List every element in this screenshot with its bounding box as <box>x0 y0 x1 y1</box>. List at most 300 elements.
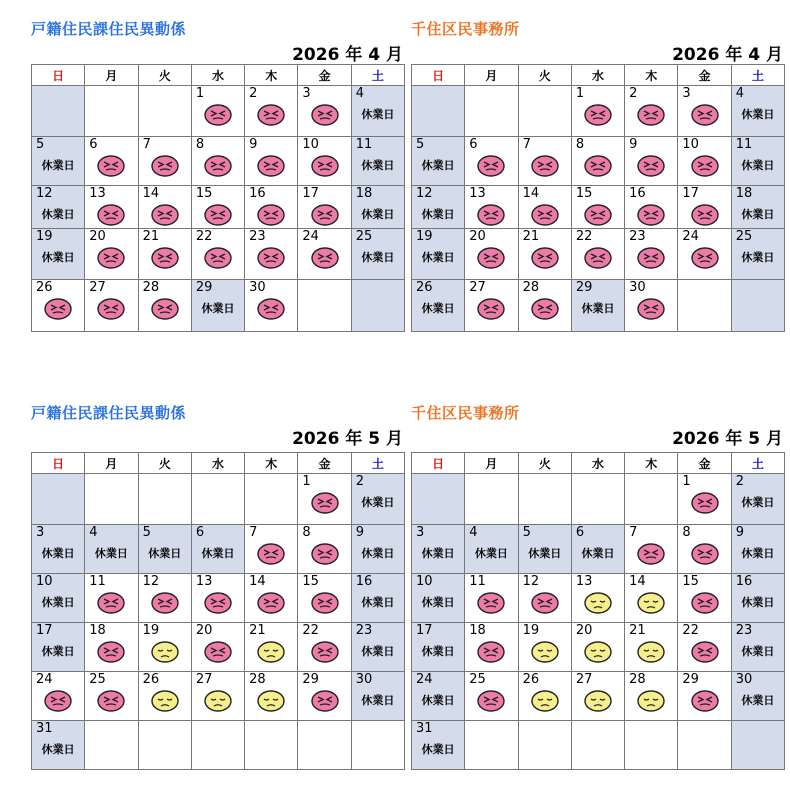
crowded-face-icon <box>477 247 505 269</box>
day-cell <box>245 137 298 186</box>
closed-label: 休業日 <box>421 743 455 756</box>
crowded-face-icon <box>311 104 339 126</box>
crowded-face-icon <box>204 155 232 177</box>
day-cell <box>571 574 624 623</box>
status-mark <box>678 688 730 714</box>
calendar-grid <box>31 452 405 770</box>
day-number: 21 <box>522 229 540 244</box>
crowded-face-icon <box>637 298 665 320</box>
closed-label: 休業日 <box>741 108 775 121</box>
day-number: 4 <box>355 86 364 101</box>
weekday-header: 水 <box>191 65 244 86</box>
day-number <box>519 474 571 490</box>
status-mark <box>192 245 244 271</box>
crowded-face-icon <box>311 204 339 226</box>
day-cell <box>412 525 465 574</box>
day-number: 14 <box>629 574 646 589</box>
sleepy-face-icon <box>204 690 232 712</box>
status-mark <box>298 153 350 179</box>
sleepy-face-icon <box>151 641 179 663</box>
status-mark <box>298 202 350 228</box>
day-cell <box>731 86 784 137</box>
day-number: 29 <box>195 280 213 295</box>
day-cell <box>571 672 624 721</box>
weekday-header: 水 <box>571 65 624 86</box>
day-number: 5 <box>142 525 151 540</box>
day-number: 13 <box>89 186 106 201</box>
status-mark <box>192 639 244 665</box>
day-number: 15 <box>302 574 319 589</box>
day-cell <box>298 474 351 525</box>
day-number <box>298 280 350 296</box>
department-title: 千住区民事務所 <box>411 20 520 38</box>
day-number: 25 <box>355 229 373 244</box>
day-cell <box>731 474 784 525</box>
day-cell <box>138 186 191 229</box>
day-number: 18 <box>89 623 106 638</box>
day-number: 21 <box>249 623 266 638</box>
day-cell <box>298 623 351 672</box>
day-cell <box>731 623 784 672</box>
weekday-header: 金 <box>298 453 351 474</box>
day-number: 1 <box>302 474 311 489</box>
day-cell <box>625 280 678 332</box>
closed-label: 休業日 <box>361 251 395 264</box>
day-cell <box>85 229 138 280</box>
day-number: 1 <box>195 86 205 101</box>
day-number <box>85 721 137 737</box>
closed-label: 休業日 <box>421 302 455 315</box>
sleepy-face-icon <box>257 641 285 663</box>
crowded-face-icon <box>204 247 232 269</box>
day-number: 8 <box>682 525 691 540</box>
day-cell <box>731 229 784 280</box>
day-number: 29 <box>682 672 699 687</box>
week-row <box>32 574 405 623</box>
status-mark <box>572 590 624 616</box>
day-number: 12 <box>142 574 160 589</box>
day-cell <box>191 86 244 137</box>
day-number <box>572 721 624 737</box>
department-title: 千住区民事務所 <box>411 404 520 422</box>
day-cell <box>465 525 518 574</box>
day-number: 30 <box>355 672 373 687</box>
month-title: 2026 年 5 月 <box>672 429 783 449</box>
weekday-header: 月 <box>85 65 138 86</box>
day-number: 25 <box>89 672 106 687</box>
day-number: 6 <box>195 525 205 540</box>
day-number: 6 <box>89 137 98 152</box>
closed-label: 休業日 <box>94 547 128 560</box>
day-number: 10 <box>416 574 433 589</box>
status-mark <box>245 590 297 616</box>
weekday-header: 火 <box>138 453 191 474</box>
day-cell <box>678 229 731 280</box>
closed-label: 休業日 <box>41 596 75 609</box>
day-number: 14 <box>522 186 540 201</box>
department-title: 戸籍住民課住民異動係 <box>31 404 187 422</box>
closed-label: 休業日 <box>41 547 75 560</box>
week-row <box>32 721 405 770</box>
day-cell <box>412 672 465 721</box>
day-cell <box>351 721 404 770</box>
day-number: 7 <box>142 137 151 152</box>
crowded-face-icon <box>204 641 232 663</box>
week-row <box>412 280 785 332</box>
status-mark <box>572 102 624 128</box>
day-number: 15 <box>682 574 699 589</box>
day-number: 19 <box>142 623 160 638</box>
crowded-face-icon <box>531 298 559 320</box>
day-number <box>625 474 677 490</box>
day-cell <box>731 186 784 229</box>
day-cell <box>465 137 518 186</box>
month-title: 2026 年 5 月 <box>292 429 403 449</box>
day-number <box>85 86 137 102</box>
status-mark <box>572 688 624 714</box>
week-row <box>32 525 405 574</box>
day-cell <box>412 623 465 672</box>
status-mark <box>625 202 677 228</box>
day-cell <box>245 86 298 137</box>
crowded-face-icon <box>637 204 665 226</box>
day-number: 21 <box>629 623 646 638</box>
weekday-header: 木 <box>625 453 678 474</box>
status-mark <box>625 153 677 179</box>
closed-label: 休業日 <box>421 208 455 221</box>
week-row <box>412 137 785 186</box>
day-number: 23 <box>355 623 373 638</box>
day-cell <box>678 86 731 137</box>
crowded-face-icon <box>311 492 339 514</box>
day-number: 25 <box>469 672 486 687</box>
status-mark <box>192 153 244 179</box>
day-number: 7 <box>522 137 531 152</box>
day-cell <box>298 721 351 770</box>
weekday-header: 水 <box>571 453 624 474</box>
day-cell <box>245 721 298 770</box>
day-number: 8 <box>575 137 585 152</box>
day-cell <box>85 186 138 229</box>
day-cell <box>245 229 298 280</box>
day-cell <box>678 137 731 186</box>
day-number <box>412 474 464 490</box>
weekday-header: 木 <box>625 65 678 86</box>
day-number: 1 <box>575 86 585 101</box>
day-cell <box>138 721 191 770</box>
day-number: 4 <box>735 86 744 101</box>
day-cell <box>518 137 571 186</box>
closed-label: 休業日 <box>361 694 395 707</box>
day-cell <box>138 86 191 137</box>
closed-label: 休業日 <box>741 159 775 172</box>
day-number <box>732 280 784 296</box>
crowded-face-icon <box>584 247 612 269</box>
day-number: 17 <box>302 186 319 201</box>
day-cell <box>625 574 678 623</box>
status-mark <box>519 688 571 714</box>
day-number: 7 <box>249 525 258 540</box>
day-number: 13 <box>469 186 486 201</box>
day-cell <box>625 623 678 672</box>
day-number: 2 <box>355 474 364 489</box>
day-cell <box>85 721 138 770</box>
day-number <box>192 721 244 737</box>
day-number: 22 <box>302 623 319 638</box>
day-cell <box>32 623 85 672</box>
day-cell <box>412 474 465 525</box>
status-mark <box>139 296 191 322</box>
crowded-face-icon <box>637 247 665 269</box>
day-cell <box>85 137 138 186</box>
status-mark <box>192 688 244 714</box>
day-number: 12 <box>522 574 540 589</box>
day-cell <box>298 137 351 186</box>
closed-label: 休業日 <box>361 108 395 121</box>
day-cell <box>298 186 351 229</box>
day-cell <box>191 525 244 574</box>
day-number: 31 <box>36 721 53 736</box>
crowded-face-icon <box>691 641 719 663</box>
day-cell <box>85 574 138 623</box>
status-mark <box>678 490 730 516</box>
day-cell <box>351 474 404 525</box>
day-cell <box>731 137 784 186</box>
day-cell <box>518 574 571 623</box>
weekday-header: 火 <box>518 453 571 474</box>
crowded-face-icon <box>311 641 339 663</box>
week-row <box>32 474 405 525</box>
status-mark <box>519 590 571 616</box>
day-number: 30 <box>735 672 753 687</box>
day-number: 26 <box>142 672 160 687</box>
closed-label: 休業日 <box>361 208 395 221</box>
closed-label: 休業日 <box>201 547 235 560</box>
crowded-face-icon <box>97 247 125 269</box>
week-row <box>32 229 405 280</box>
status-mark <box>139 639 191 665</box>
closed-label: 休業日 <box>361 596 395 609</box>
day-cell <box>412 86 465 137</box>
day-number <box>572 474 624 490</box>
closed-label: 休業日 <box>474 547 508 560</box>
crowded-face-icon <box>97 155 125 177</box>
day-number: 23 <box>735 623 753 638</box>
day-number: 16 <box>735 574 753 589</box>
day-number: 11 <box>735 137 753 152</box>
status-mark <box>85 202 137 228</box>
weekday-header: 土 <box>351 453 404 474</box>
day-cell <box>625 137 678 186</box>
day-cell <box>625 474 678 525</box>
day-number: 13 <box>195 574 213 589</box>
sleepy-face-icon <box>257 690 285 712</box>
sleepy-face-icon <box>637 690 665 712</box>
day-cell <box>191 474 244 525</box>
week-row <box>412 86 785 137</box>
weekday-header: 日 <box>32 65 85 86</box>
crowded-face-icon <box>531 204 559 226</box>
day-cell <box>191 721 244 770</box>
day-cell <box>32 474 85 525</box>
status-mark <box>245 688 297 714</box>
day-number <box>139 86 191 102</box>
day-number: 24 <box>36 672 53 687</box>
day-cell <box>518 280 571 332</box>
day-number: 10 <box>302 137 319 152</box>
closed-label: 休業日 <box>581 547 615 560</box>
status-mark <box>625 688 677 714</box>
calendar-grid <box>31 64 405 332</box>
day-cell <box>678 474 731 525</box>
day-cell <box>731 574 784 623</box>
status-mark <box>572 202 624 228</box>
day-number: 17 <box>682 186 699 201</box>
day-number: 18 <box>469 623 486 638</box>
day-cell <box>245 280 298 332</box>
day-cell <box>138 474 191 525</box>
day-number: 2 <box>629 86 638 101</box>
weekday-header: 土 <box>731 453 784 474</box>
crowded-face-icon <box>151 155 179 177</box>
closed-label: 休業日 <box>201 302 235 315</box>
status-mark <box>298 639 350 665</box>
department-title: 戸籍住民課住民異動係 <box>31 20 187 38</box>
crowded-face-icon <box>97 690 125 712</box>
weekday-header-row <box>32 65 405 86</box>
day-number: 28 <box>522 280 540 295</box>
day-number: 9 <box>249 137 258 152</box>
sleepy-face-icon <box>584 592 612 614</box>
day-cell <box>138 229 191 280</box>
day-number: 5 <box>522 525 531 540</box>
day-number: 3 <box>682 86 691 101</box>
crowded-face-icon <box>477 641 505 663</box>
day-cell <box>465 672 518 721</box>
status-mark <box>192 102 244 128</box>
day-number: 2 <box>249 86 258 101</box>
crowded-face-icon <box>311 155 339 177</box>
sleepy-face-icon <box>151 690 179 712</box>
day-cell <box>518 525 571 574</box>
day-cell <box>571 229 624 280</box>
day-number: 21 <box>142 229 160 244</box>
crowded-face-icon <box>311 543 339 565</box>
status-mark <box>245 153 297 179</box>
status-mark <box>298 541 350 567</box>
day-cell <box>678 623 731 672</box>
crowded-face-icon <box>257 247 285 269</box>
status-mark <box>139 590 191 616</box>
status-mark <box>519 153 571 179</box>
day-cell <box>571 137 624 186</box>
day-cell <box>518 721 571 770</box>
week-row <box>412 672 785 721</box>
calendar-grid <box>411 452 785 770</box>
sleepy-face-icon <box>637 592 665 614</box>
week-row <box>412 623 785 672</box>
day-cell <box>191 186 244 229</box>
day-cell <box>245 574 298 623</box>
status-mark <box>678 153 730 179</box>
day-cell <box>32 525 85 574</box>
day-cell <box>465 186 518 229</box>
status-mark <box>32 296 84 322</box>
day-number: 10 <box>682 137 699 152</box>
status-mark <box>625 639 677 665</box>
day-cell <box>245 525 298 574</box>
day-cell <box>191 137 244 186</box>
day-number: 11 <box>469 574 486 589</box>
day-number: 13 <box>575 574 593 589</box>
day-cell <box>731 280 784 332</box>
day-cell <box>518 474 571 525</box>
crowded-face-icon <box>97 298 125 320</box>
day-cell <box>571 721 624 770</box>
crowded-face-icon <box>97 204 125 226</box>
day-number: 31 <box>416 721 433 736</box>
day-number: 17 <box>416 623 433 638</box>
day-cell <box>245 623 298 672</box>
status-mark <box>572 153 624 179</box>
weekday-header-row <box>412 453 785 474</box>
day-number: 16 <box>629 186 646 201</box>
day-number: 10 <box>36 574 53 589</box>
crowded-face-icon <box>691 592 719 614</box>
day-cell <box>518 86 571 137</box>
crowded-face-icon <box>257 155 285 177</box>
day-number: 9 <box>735 525 744 540</box>
day-number <box>519 86 571 102</box>
week-row <box>32 186 405 229</box>
closed-label: 休業日 <box>421 596 455 609</box>
day-cell <box>465 721 518 770</box>
closed-label: 休業日 <box>361 159 395 172</box>
day-cell <box>32 721 85 770</box>
status-mark <box>298 490 350 516</box>
day-number <box>32 474 84 490</box>
day-cell <box>138 525 191 574</box>
weekday-header-row <box>32 453 405 474</box>
day-cell <box>678 721 731 770</box>
status-mark <box>625 541 677 567</box>
status-mark <box>625 296 677 322</box>
day-cell <box>625 525 678 574</box>
closed-label: 休業日 <box>41 251 75 264</box>
day-number <box>625 721 677 737</box>
crowded-face-icon <box>691 204 719 226</box>
day-number: 3 <box>302 86 311 101</box>
day-number: 14 <box>249 574 266 589</box>
day-number: 26 <box>416 280 433 295</box>
day-number: 17 <box>36 623 53 638</box>
day-number: 24 <box>682 229 699 244</box>
day-cell <box>518 672 571 721</box>
day-number <box>465 86 517 102</box>
day-number: 27 <box>469 280 486 295</box>
weekday-header: 月 <box>85 453 138 474</box>
day-number <box>139 721 191 737</box>
day-cell <box>32 186 85 229</box>
crowded-face-icon <box>584 155 612 177</box>
status-mark <box>519 296 571 322</box>
day-cell <box>85 474 138 525</box>
day-number: 20 <box>575 623 593 638</box>
status-mark <box>85 245 137 271</box>
day-number: 19 <box>522 623 540 638</box>
day-number: 24 <box>416 672 433 687</box>
day-number: 2 <box>735 474 744 489</box>
